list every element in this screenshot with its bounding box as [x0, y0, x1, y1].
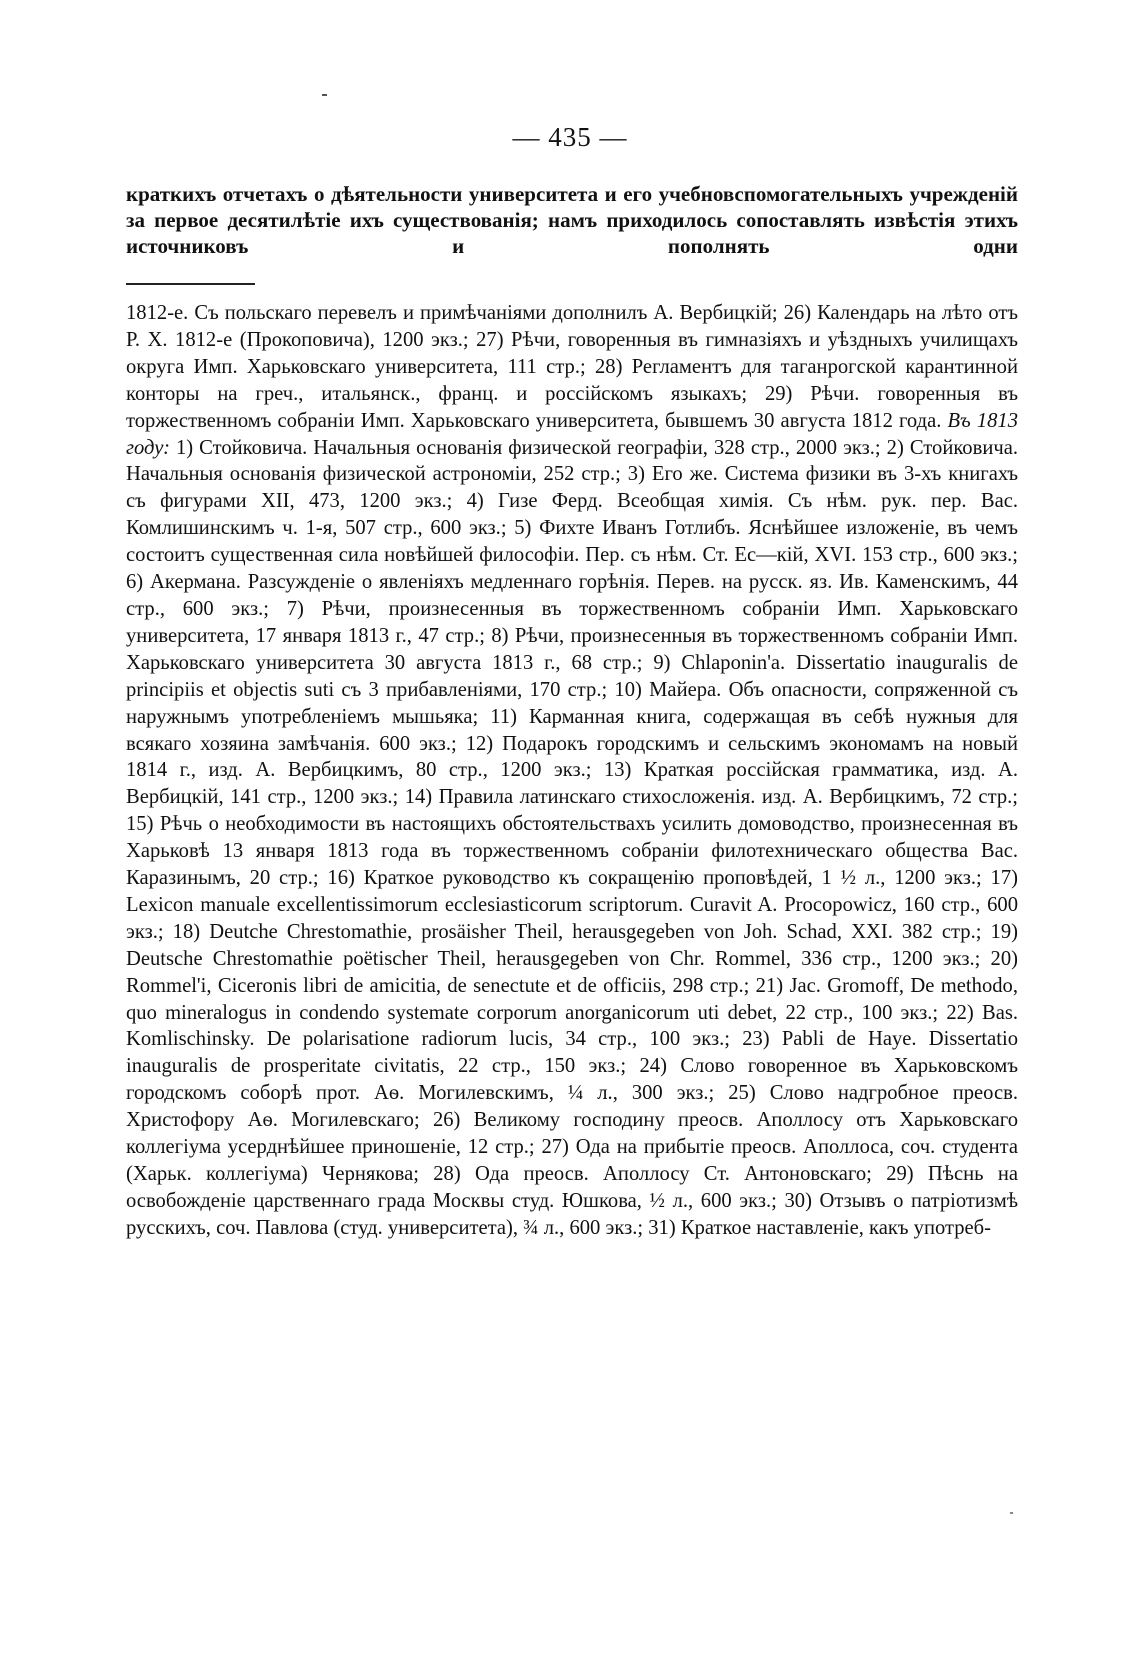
footnote-paragraph [126, 300, 1018, 1242]
footnote-year-label: Въ 1813 году: [126, 409, 1019, 459]
footnote-part-2: 1) Стойковича. Начальныя основанія физической географіи, 328 стр., 2000 экз.; 2) Стойковича. Начальныя основанія физической астрономіи, 252 стр.; 3) Его же. Система физики въ 3-хъ книгахъ съ фигурами XII, 473, 1200 экз.; 4) Гизе Ферд. Всеобщая химія. Съ нѣм. рук. пер. Вас. Комлишинскимъ ч. 1-я, 507 стр., 600 экз.; 5) Фихте Иванъ Готлибъ. Яснѣйшее изложеніе, въ чемъ состоитъ существенная сила новѣйшей философіи. Пер. съ нѣм. Ст. Ес—кій, XVI. 153 стр., 600 экз.; 6) Акермана. Разсужденіе о явленіяхъ медленнаго горѣнія. Перев. на русск. яз. Ив. Каменскимъ, 44 стр., 600 экз.; 7) Рѣчи, произнесенныя въ торжественномъ собраніи Имп. Харьковскаго университета, 17 января 1813 г., 47 стр.; 8) Рѣчи, произнесенныя въ торжественномъ собраніи Имп. Харьковскаго университета 30 августа 1813 г., 68 стр.; 9) Chlaponin'a. Dissertatio inauguralis de principiis et objectis suti съ 3 прибавленіями, 170 стр.; 10) Майера. Объ опасности, сопряженной съ наружнымъ употребленіемъ мышьяка; 11) Карманная книга, содержащая въ себѣ нужныя для всякаго хозяина замѣчанія. 600 экз.; 12) Подарокъ городскимъ и сельскимъ экономамъ на новый 1814 г., изд. А. Вербицкимъ, 80 стр., 1200 экз.; 13) Краткая россійская грамматика, изд. А. Вербицкій, 141 стр., 1200 экз.; 14) Правила латинскаго стихосложенія. изд. А. Вербицкимъ, 72 стр.; 15) Рѣчь о необходимости въ настоящихъ обстоятельствахъ усилить домоводство, произнесенная въ Харьковѣ 13 января 1813 года въ торжественномъ собраніи филотехническаго общества Вас. Каразинымъ, 20 стр.; 16) Краткое руководство къ сокращенію проповѣдей, 1 ½ л., 1200 экз.; 17) Lexicon manuale excellentissimorum ecclesiasticorum scriptorum. Curavit A. Procopowicz, 160 стр., 600 экз.; 18) Deutche Chrestomathie, prosäisher Theil, herausgegeben von Joh. Schad, XXI. 382 стр.; 19) Deutsche Chrestomathie poëtischer Theil, herausgegeben von Chr. Rommel, 336 стр., 1200 экз.; 20) Rommel'i, Ciceronis libri de amicitia, de senectute et de officiis, 298 стр.; 21) Jac. Gromoff, De methodo, quo mineralogus in condendo systemate corporum anorganicorum uti debet, 22 стр., 100 экз.; 22) Bas. Komlischinsky. De polarisatione radiorum lucis, 34 стр., 100 экз.; 23) Pabli de Haye. Dissertatio inauguralis de prosperitate civitatis, 22 стр., 150 экз.; 24) Слово говоренное въ Харьковскомъ городскомъ соборѣ прот. Аѳ. Могилевскимъ, ¼ л., 300 экз.; 25) Слово надгробное преосв. Христофору Аѳ. Могилевскаго; 26) Великому господину преосв. Аполлосу отъ Харьковскаго коллегіума усерднѣйшее приношеніе, 12 стр.; 27) Ода на прибытіе преосв. Аполлоса, соч. студента (Харьк. коллегіума) Чернякова; 28) Ода преосв. Аполлосу Ст. Антоновскаго; 29) Пѣснь на освобожденіе царственнаго града Москвы студ. Юшкова, ½ л., 600 экз.; 30) Отзывъ о патріотизмѣ русскихъ, соч. Павлова (студ. университета), ¾ л., 600 экз.; 31) Краткое наставленіе, какъ употреб- [126, 436, 1018, 1239]
print-speck [1010, 1512, 1013, 1514]
footnote-separator [126, 283, 255, 285]
footnote-part-1: 1812-е. Съ польскаго перевелъ и примѣчаніями дополнилъ А. Вербицкій; 26) Календарь на лѣто отъ Р. Х. 1812-е (Прокоповича), 1200 экз.; 27) Рѣчи, говоренныя въ гимназіяхъ и уѣздныхъ училищахъ округа Имп. Харьковскаго университета, 111 стр.; 28) Регламентъ для таганрогской карантинной конторы на греч., итальянск., франц. и россійскомъ языкахъ; 29) Рѣчи. говоренныя въ торжественномъ собраніи Имп. Харьковскаго университета, бывшемъ 30 августа 1812 года. [126, 302, 1018, 432]
main-paragraph: краткихъ отчетахъ о дѣятельности университета и его учебновспомогательныхъ учрежденій за первое десятилѣтіе ихъ существованія; намъ приходилось сопоставлять извѣстія этихъ источниковъ и пополнять одни [126, 182, 1018, 258]
print-speck [322, 94, 327, 96]
page-number: — 435 — [512, 122, 628, 152]
